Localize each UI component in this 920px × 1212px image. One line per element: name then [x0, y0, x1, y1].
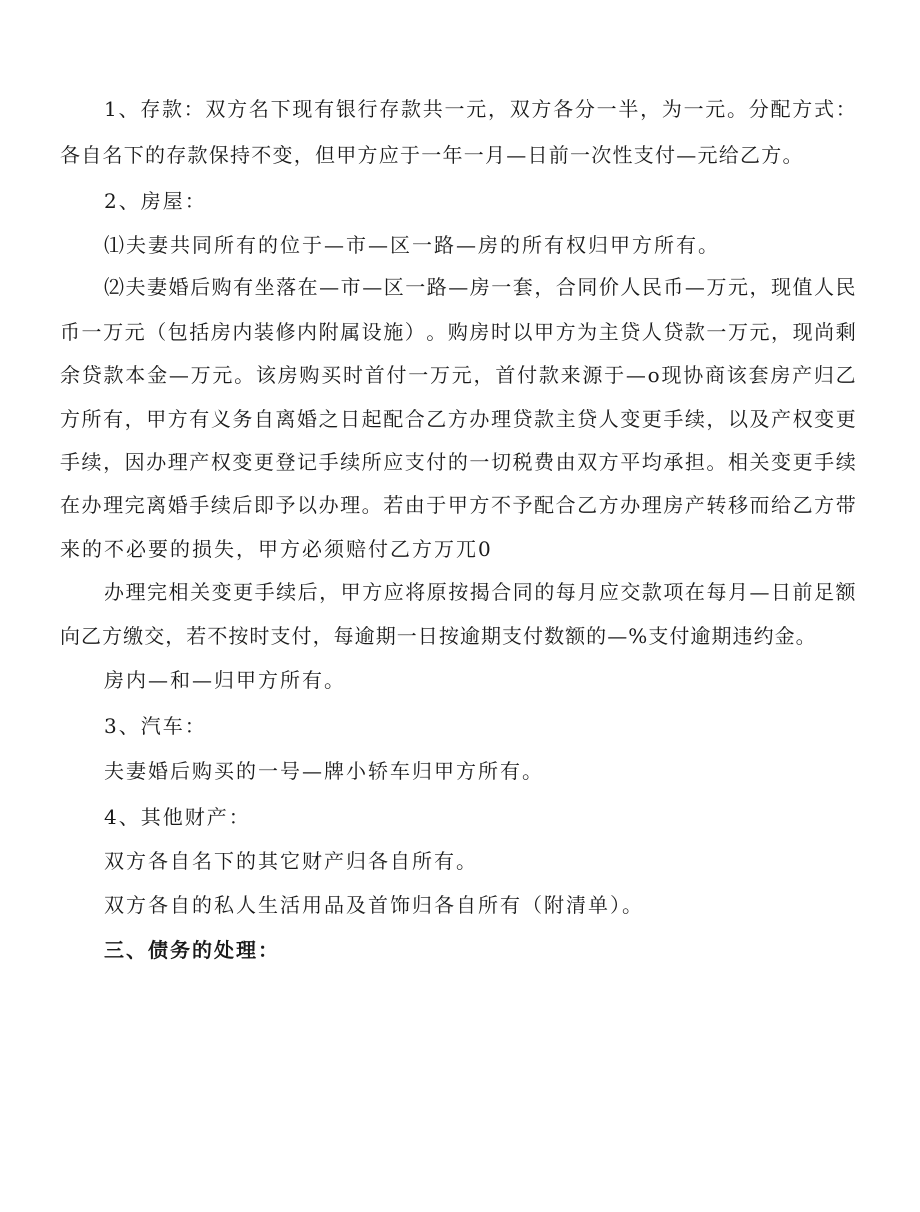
paragraph-line: 夫妻婚后购买的一号—牌小轿车归甲方所有。 — [104, 759, 544, 783]
paragraph-line: 双方各自名下的其它财产归各自所有。 — [104, 849, 478, 873]
paragraph-line: 1 、 存 款 ： 双 方 名 下 现 有 银 行 存 款 共 一 元 ， 双 方 各 分 一 半 ， 为 一 元 。 分 配 方 式 ： — [104, 97, 856, 121]
paragraph-line: 来的不必要的损失，甲方必须赔付乙方万兀0 — [60, 537, 493, 561]
section-heading: 三、债务的处理： — [104, 938, 280, 962]
section-heading: 3、汽车： — [104, 714, 207, 738]
paragraph-line: 在 办 理 完 离 婚 手 续 后 即 予 以 办 理 。 若 由 于 甲 方 不 予 配 合 乙 方 办 理 房 产 转 移 而 给 乙 方 带 — [60, 493, 856, 517]
paragraph-line: 各 自 名 下 的 存 款 保 持 不 变 ， 但 甲 方 应 于 一 年 一 月 — 日 前 一 次 性 支 付 — 元 给 乙 方 。 — [60, 143, 803, 167]
section-heading: 4、其他财产： — [104, 805, 251, 829]
paragraph-line: 双方各自的私人生活用品及首饰归各自所有（附清单）。 — [104, 893, 644, 917]
paragraph-line: 方 所 有 ， 甲 方 有 义 务 自 离 婚 之 日 起 配 合 乙 方 办 理 贷 款 主 贷 人 变 更 手 续 ， 以 及 产 权 变 更 — [60, 407, 856, 431]
paragraph-line: ⑴夫妻共同所有的位于—市—区一路—房的所有权归甲方所有。 — [104, 233, 720, 257]
section-heading: 2、房屋： — [104, 189, 207, 213]
paragraph-line: 办 理 完 相 关 变 更 手 续 后 ， 甲 方 应 将 原 按 揭 合 同 的 每 月 应 交 款 项 在 每 月 — 日 前 足 额 — [104, 580, 856, 604]
paragraph-line: 余 贷 款 本 金 — 万 元 。 该 房 购 买 时 首 付 一 万 元 ， 首 付 款 来 源 于 — o 现 协 商 该 套 房 产 归 乙 — [60, 363, 856, 387]
paragraph-line: 向 乙 方 缴 交 ， 若 不 按 时 支 付 ， 每 逾 期 一 日 按 逾 期 支 付 数 额 的 — % 支 付 逾 期 违 约 金 。 — [60, 624, 816, 648]
paragraph-line: 手 续 ， 因 办 理 产 权 变 更 登 记 手 续 所 应 支 付 的 一 切 税 费 由 双 方 平 均 承 担 。 相 关 变 更 手 续 — [60, 450, 856, 474]
paragraph-line: 币 一 万 元 （ 包 括 房 内 装 修 内 附 属 设 施 ） 。 购 房 时 以 甲 方 为 主 贷 人 贷 款 一 万 元 ， 现 尚 剩 — [60, 320, 856, 344]
paragraph-line: ⑵ 夫 妻 婚 后 购 有 坐 落 在 — 市 — 区 一 路 — 房 一 套 ， 合 同 价 人 民 币 — 万 元 ， 现 值 人 民 — [104, 275, 856, 299]
paragraph-line: 房内—和—归甲方所有。 — [104, 668, 346, 692]
